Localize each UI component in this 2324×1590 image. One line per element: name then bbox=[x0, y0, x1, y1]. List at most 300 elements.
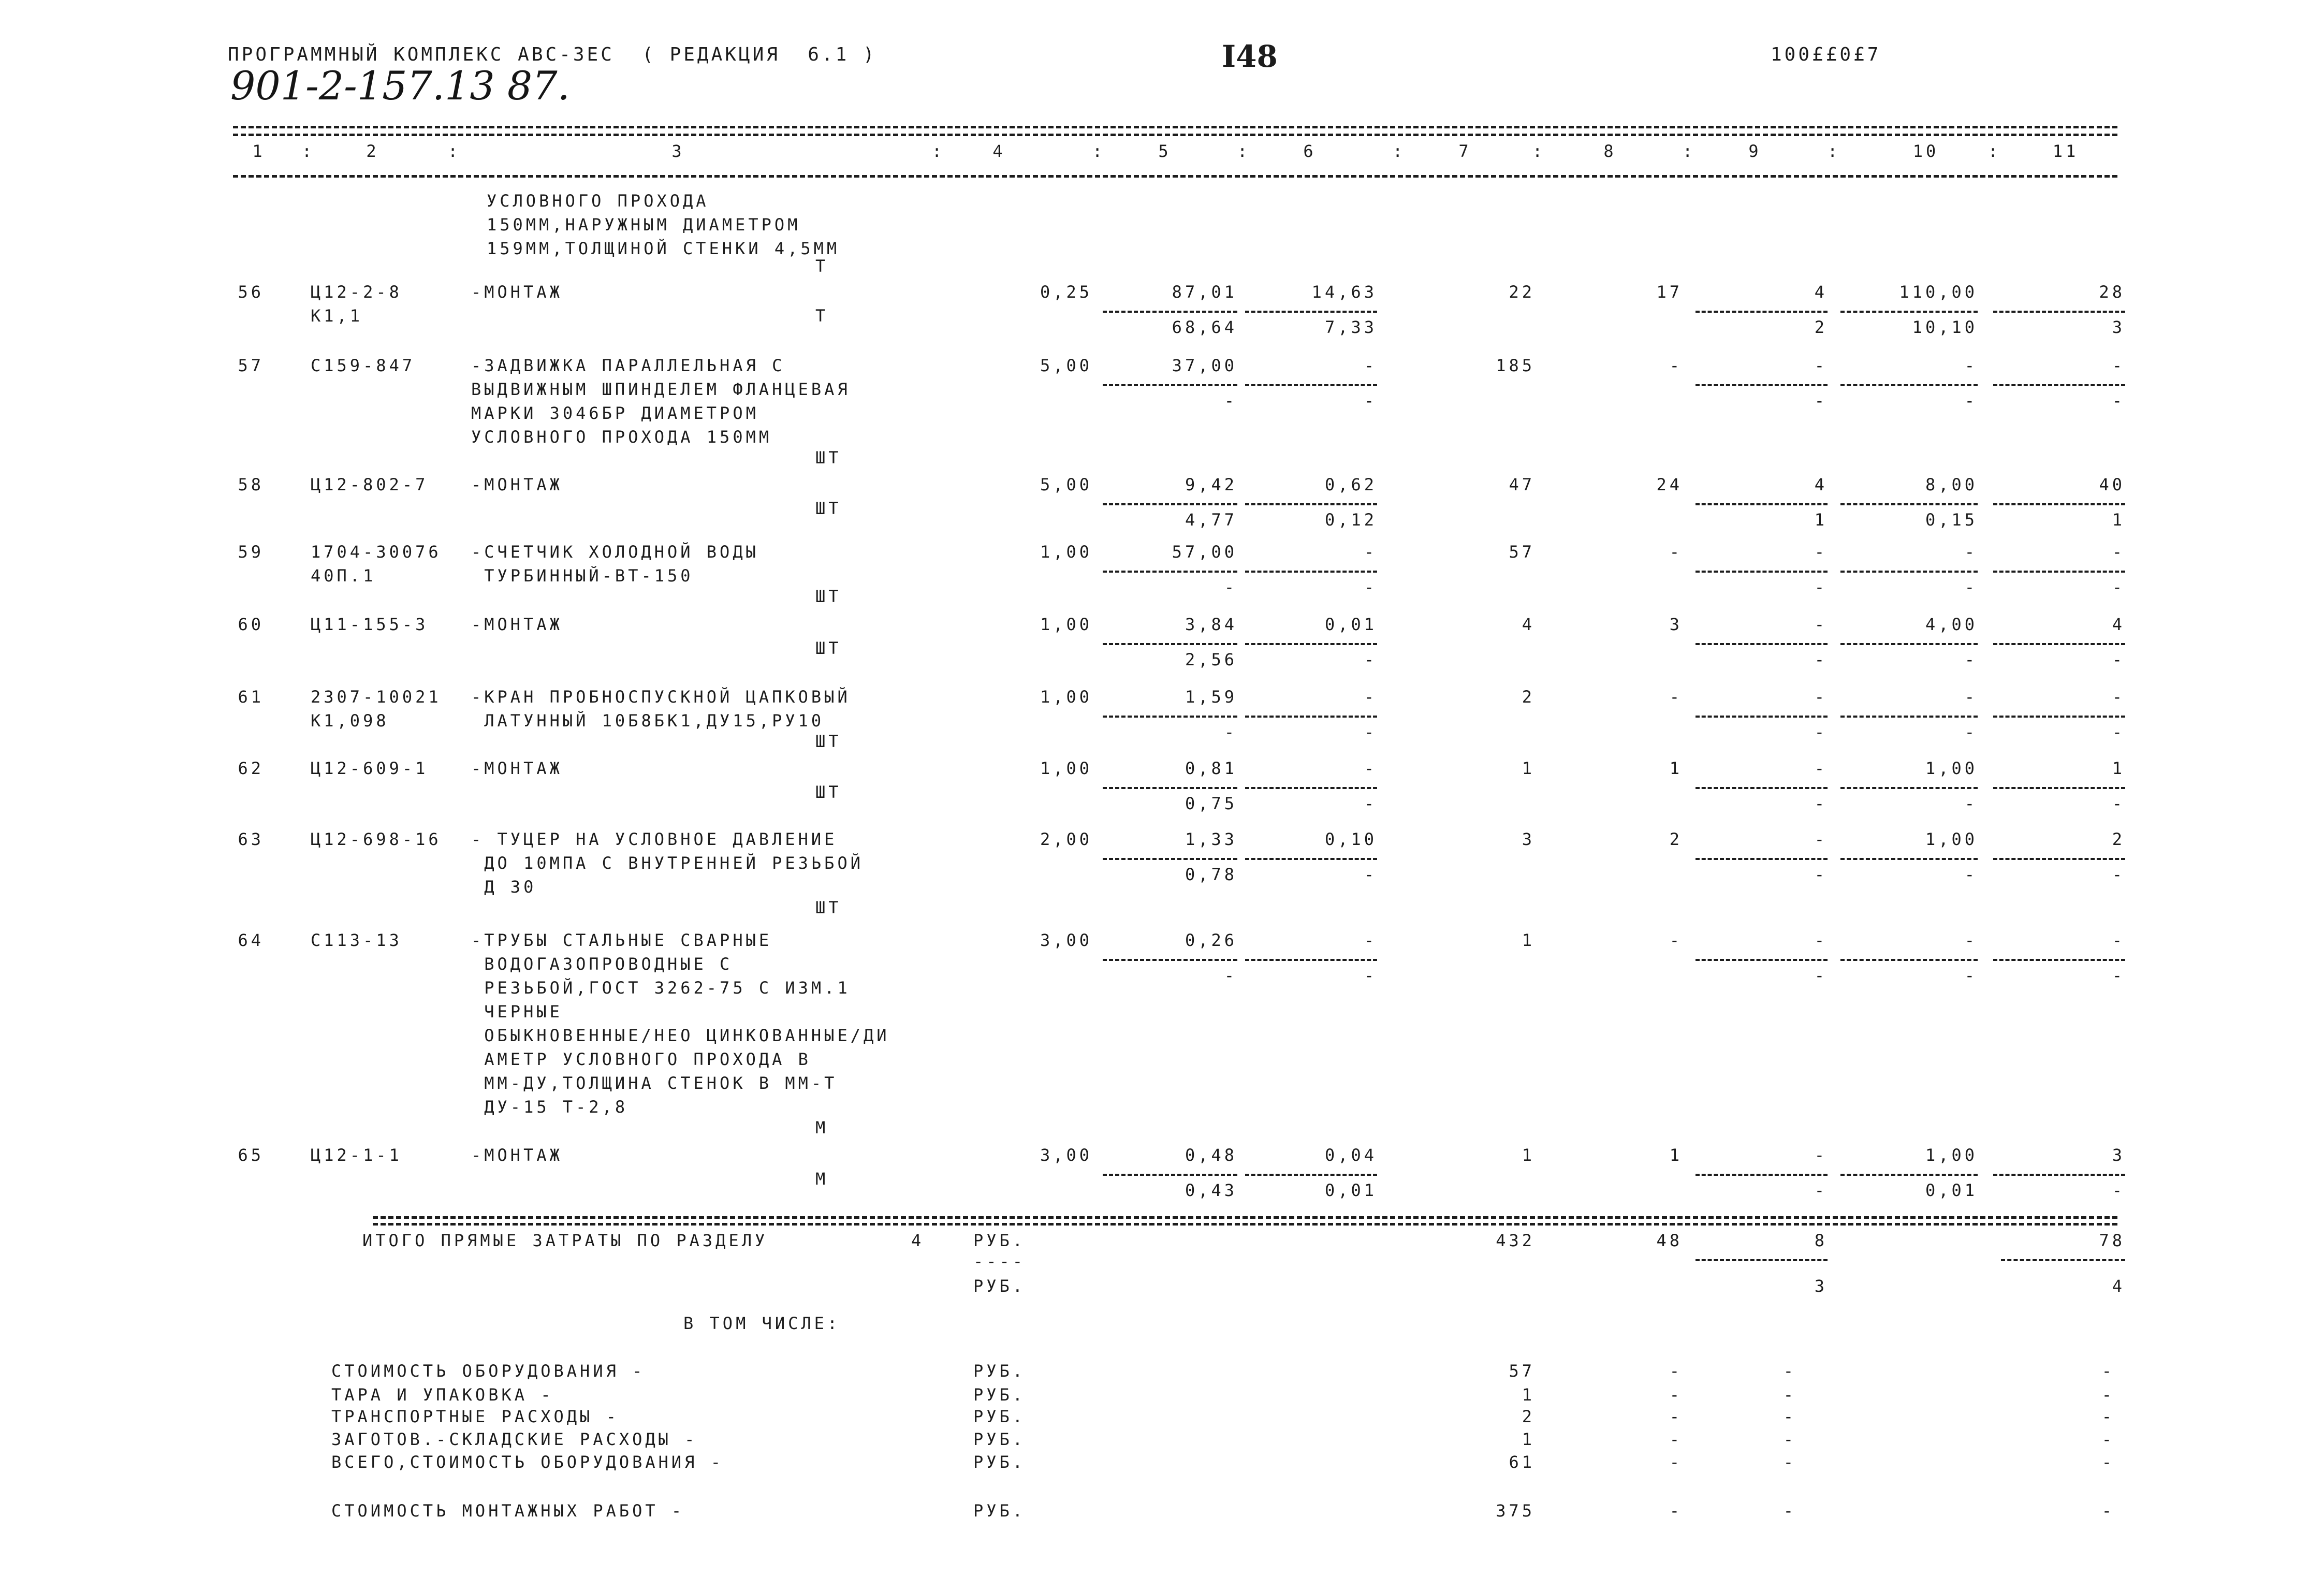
summary-col-11: - bbox=[2101, 1407, 2115, 1426]
cell-divider bbox=[1993, 1174, 2125, 1176]
cell-col-7: 4 bbox=[1522, 615, 1535, 634]
totals-label: ИТОГО ПРЯМЫЕ ЗАТРАТЫ ПО РАЗДЕЛУ bbox=[362, 1231, 768, 1250]
column-separator: : bbox=[1237, 141, 1251, 161]
cell-col-9: - bbox=[1814, 930, 1828, 950]
item-description-line: -СЧЕТЧИК ХОЛОДНОЙ ВОДЫ bbox=[471, 542, 759, 562]
cell-divider bbox=[1840, 858, 1978, 860]
item-description-line: ТУРБИННЫЙ-ВТ-150 bbox=[471, 566, 694, 586]
item-description-line: 159ММ,ТОЛЩИНОЙ СТЕНКИ 4,5ММ bbox=[487, 239, 840, 258]
cell-divider bbox=[1840, 787, 1978, 789]
item-description-line: ЧЕРНЫЕ bbox=[471, 1002, 563, 1022]
cell-divider bbox=[1245, 643, 1377, 645]
cell-col-6: - bbox=[1364, 356, 1377, 375]
totals-col-7: 432 bbox=[1496, 1231, 1535, 1250]
cell-col-7: 1 bbox=[1522, 1145, 1535, 1165]
column-separator: : bbox=[448, 141, 461, 161]
column-header-10: 10 bbox=[1912, 141, 1939, 161]
cell-col-6-wage: - bbox=[1364, 391, 1377, 411]
column-header-8: 8 bbox=[1603, 141, 1617, 161]
cell-col-9: - bbox=[1814, 1145, 1828, 1165]
cell-col-11-wage: - bbox=[2112, 577, 2125, 597]
column-header-4: 4 bbox=[992, 141, 1006, 161]
header-rule-top bbox=[233, 126, 2117, 128]
item-code: Ц12-1-1 bbox=[311, 1145, 402, 1165]
summary-col-7: 2 bbox=[1522, 1407, 1535, 1426]
cell-col-10: - bbox=[1964, 687, 1978, 707]
cell-col-10: 1,00 bbox=[1925, 1145, 1978, 1165]
cell-col-10: 8,00 bbox=[1925, 475, 1978, 494]
cell-col-10: - bbox=[1964, 356, 1978, 375]
cell-divider bbox=[1245, 384, 1377, 386]
column-separator: : bbox=[1828, 141, 1841, 161]
totals-unit: РУБ. bbox=[973, 1231, 1026, 1250]
page-number: I48 bbox=[1222, 39, 1278, 74]
item-number: 62 bbox=[238, 758, 264, 778]
item-unit: ШТ bbox=[815, 638, 842, 658]
item-code-factor: К1,098 bbox=[311, 711, 389, 731]
cell-divider bbox=[1840, 959, 1978, 961]
cell-col-5-wage: 2,56 bbox=[1185, 650, 1237, 669]
summary-label: СТОИМОСТЬ МОНТАЖНЫХ РАБОТ - bbox=[331, 1501, 685, 1521]
cell-divider bbox=[1103, 1174, 1237, 1176]
item-description-line: ДО 10МПА С ВНУТРЕННЕЙ РЕЗЬБОЙ bbox=[471, 853, 864, 873]
cell-col-7: 185 bbox=[1496, 356, 1535, 375]
summary-col-9: - bbox=[1783, 1407, 1796, 1426]
cell-col-9: - bbox=[1814, 687, 1828, 707]
item-unit: Т bbox=[815, 256, 829, 276]
cell-col-9-wage: - bbox=[1814, 1180, 1828, 1200]
item-description-line: -МОНТАЖ bbox=[471, 758, 563, 778]
item-description-line: -КРАН ПРОБНОСПУСКНОЙ ЦАПКОВЫЙ bbox=[471, 687, 851, 707]
item-quantity: 1,00 bbox=[1040, 687, 1092, 707]
cell-divider bbox=[1103, 311, 1237, 313]
cell-col-10: 1,00 bbox=[1925, 829, 1978, 849]
cell-col-10: 1,00 bbox=[1925, 758, 1978, 778]
cell-col-9: 4 bbox=[1814, 475, 1828, 494]
cell-divider bbox=[1696, 311, 1828, 313]
cell-col-8: - bbox=[1669, 687, 1683, 707]
cell-col-7: 57 bbox=[1509, 542, 1535, 562]
cell-divider bbox=[1103, 787, 1237, 789]
cell-col-10-wage: - bbox=[1964, 794, 1978, 813]
item-number: 65 bbox=[238, 1145, 264, 1165]
cell-col-10-wage: - bbox=[1964, 865, 1978, 884]
cell-col-9-wage: 2 bbox=[1814, 317, 1828, 337]
cell-divider bbox=[1993, 571, 2125, 573]
item-code: Ц12-609-1 bbox=[311, 758, 429, 778]
cell-col-11-wage: - bbox=[2112, 1180, 2125, 1200]
cell-col-9-wage: - bbox=[1814, 722, 1828, 742]
item-description-line: Д 30 bbox=[471, 877, 537, 897]
item-quantity: 3,00 bbox=[1040, 1145, 1092, 1165]
item-quantity: 0,25 bbox=[1040, 282, 1092, 302]
item-unit: ШТ bbox=[815, 898, 842, 917]
cell-col-10-wage: - bbox=[1964, 650, 1978, 669]
cell-divider bbox=[1993, 787, 2125, 789]
cell-divider bbox=[1696, 787, 1828, 789]
cell-col-5: 1,59 bbox=[1185, 687, 1237, 707]
cell-col-8: 17 bbox=[1656, 282, 1683, 302]
cell-divider bbox=[1993, 858, 2125, 860]
summary-col-7: 1 bbox=[1522, 1385, 1535, 1405]
cell-col-9: 4 bbox=[1814, 282, 1828, 302]
cell-col-9: - bbox=[1814, 542, 1828, 562]
summary-col-11: - bbox=[2101, 1501, 2115, 1521]
cell-divider bbox=[1103, 716, 1237, 718]
column-header-1: 1 bbox=[252, 141, 266, 161]
summary-label: СТОИМОСТЬ ОБОРУДОВАНИЯ - bbox=[331, 1361, 646, 1381]
item-description-line: ВЫДВИЖНЫМ ШПИНДЕЛЕМ ФЛАНЦЕВАЯ bbox=[471, 380, 851, 399]
item-number: 57 bbox=[238, 356, 264, 375]
cell-col-11-wage: - bbox=[2112, 650, 2125, 669]
item-quantity: 5,00 bbox=[1040, 475, 1092, 494]
totals-col-11: 78 bbox=[2099, 1231, 2125, 1250]
item-description-line: РЕЗЬБОЙ,ГОСТ 3262-75 С ИЗМ.1 bbox=[471, 978, 851, 998]
column-separator: : bbox=[302, 141, 315, 161]
cell-col-11: 40 bbox=[2099, 475, 2125, 494]
cell-col-11-wage: - bbox=[2112, 966, 2125, 985]
cell-col-7: 3 bbox=[1522, 829, 1535, 849]
item-code: С159-847 bbox=[311, 356, 416, 375]
column-header-6: 6 bbox=[1303, 141, 1317, 161]
document-code: 100££0£7 bbox=[1771, 44, 1881, 65]
cell-col-8: - bbox=[1669, 356, 1683, 375]
cell-divider bbox=[1245, 1174, 1377, 1176]
cell-col-9-wage: - bbox=[1814, 391, 1828, 411]
cell-divider bbox=[1103, 503, 1237, 505]
summary-label: ЗАГОТОВ.-СКЛАДСКИЕ РАСХОДЫ - bbox=[331, 1429, 698, 1449]
cell-col-7: 2 bbox=[1522, 687, 1535, 707]
cell-col-9-wage: - bbox=[1814, 865, 1828, 884]
item-code-factor: 40П.1 bbox=[311, 566, 376, 586]
column-header-3: 3 bbox=[671, 141, 685, 161]
item-quantity: 2,00 bbox=[1040, 829, 1092, 849]
item-quantity: 1,00 bbox=[1040, 615, 1092, 634]
cell-col-9-wage: - bbox=[1814, 794, 1828, 813]
summary-col-9: - bbox=[1783, 1501, 1796, 1521]
cell-col-11: 1 bbox=[2112, 758, 2125, 778]
totals-unit-dashes: ---- bbox=[973, 1251, 1026, 1271]
cell-col-11: 2 bbox=[2112, 829, 2125, 849]
cell-col-8: 3 bbox=[1669, 615, 1683, 634]
cell-col-5: 87,01 bbox=[1172, 282, 1237, 302]
summary-col-9: - bbox=[1783, 1361, 1796, 1381]
summary-col-9: - bbox=[1783, 1452, 1796, 1472]
cell-col-11-wage: - bbox=[2112, 794, 2125, 813]
cell-divider bbox=[1840, 571, 1978, 573]
cell-col-6-wage: - bbox=[1364, 577, 1377, 597]
cell-divider bbox=[1696, 571, 1828, 573]
cell-col-6: - bbox=[1364, 542, 1377, 562]
cell-col-5: 3,84 bbox=[1185, 615, 1237, 634]
cell-col-9: - bbox=[1814, 356, 1828, 375]
cell-col-11: 4 bbox=[2112, 615, 2125, 634]
cell-col-6: - bbox=[1364, 687, 1377, 707]
cell-col-6-wage: - bbox=[1364, 794, 1377, 813]
item-code: Ц12-802-7 bbox=[311, 475, 429, 494]
item-code: С113-13 bbox=[311, 930, 402, 950]
cell-col-7: 22 bbox=[1509, 282, 1535, 302]
summary-col-11: - bbox=[2101, 1429, 2115, 1449]
cell-col-5-wage: - bbox=[1224, 391, 1237, 411]
cell-col-5-wage: - bbox=[1224, 722, 1237, 742]
item-number: 59 bbox=[238, 542, 264, 562]
cell-col-5: 0,81 bbox=[1185, 758, 1237, 778]
item-description-line: - ТУЦЕР НА УСЛОВНОЕ ДАВЛЕНИЕ bbox=[471, 829, 838, 849]
item-quantity: 5,00 bbox=[1040, 356, 1092, 375]
summary-col-8: - bbox=[1669, 1407, 1683, 1426]
cell-divider bbox=[1245, 858, 1377, 860]
cell-col-8: 1 bbox=[1669, 758, 1683, 778]
item-description-line: АМЕТР УСЛОВНОГО ПРОХОДА В bbox=[471, 1049, 811, 1069]
summary-col-11: - bbox=[2101, 1361, 2115, 1381]
summary-unit: РУБ. bbox=[973, 1501, 1026, 1521]
cell-col-10: - bbox=[1964, 542, 1978, 562]
cell-divider bbox=[1993, 643, 2125, 645]
item-number: 60 bbox=[238, 615, 264, 634]
item-unit: ШТ bbox=[815, 732, 842, 751]
cell-col-10-wage: - bbox=[1964, 577, 1978, 597]
cell-col-10-wage: 10,10 bbox=[1912, 317, 1978, 337]
cell-col-7: 1 bbox=[1522, 930, 1535, 950]
cell-col-11: - bbox=[2112, 687, 2125, 707]
item-description-line: ММ-ДУ,ТОЛЩИНА СТЕНОК В ММ-Т bbox=[471, 1073, 838, 1093]
totals-section-number: 4 bbox=[911, 1231, 925, 1250]
cell-col-11-wage: 1 bbox=[2112, 510, 2125, 530]
cell-col-6: 0,04 bbox=[1324, 1145, 1377, 1165]
item-unit: ШТ bbox=[815, 499, 842, 518]
cell-col-11-wage: - bbox=[2112, 391, 2125, 411]
cell-divider bbox=[1696, 959, 1828, 961]
summary-label: ВСЕГО,СТОИМОСТЬ ОБОРУДОВАНИЯ - bbox=[331, 1452, 724, 1472]
cell-col-6-wage: 7,33 bbox=[1324, 317, 1377, 337]
cell-col-5-wage: 4,77 bbox=[1185, 510, 1237, 530]
cell-col-5-wage: 0,75 bbox=[1185, 794, 1237, 813]
totals-col-9: 8 bbox=[1814, 1231, 1828, 1250]
cell-col-11: - bbox=[2112, 356, 2125, 375]
item-code: Ц12-698-16 bbox=[311, 829, 442, 849]
column-separator: : bbox=[1393, 141, 1406, 161]
cell-col-11-wage: - bbox=[2112, 722, 2125, 742]
item-number: 63 bbox=[238, 829, 264, 849]
including-label: В ТОМ ЧИСЛЕ: bbox=[683, 1314, 841, 1333]
cell-col-9-wage: 1 bbox=[1814, 510, 1828, 530]
cell-col-5-wage: 68,64 bbox=[1172, 317, 1237, 337]
column-header-11: 11 bbox=[2052, 141, 2079, 161]
cell-col-11-wage: 3 bbox=[2112, 317, 2125, 337]
cell-col-9: - bbox=[1814, 758, 1828, 778]
summary-col-7: 375 bbox=[1496, 1501, 1535, 1521]
totals-divider bbox=[2001, 1259, 2125, 1261]
totals-rule bbox=[373, 1216, 2117, 1219]
cell-divider bbox=[1245, 503, 1377, 505]
cell-divider bbox=[1696, 503, 1828, 505]
totals-col-11-wage: 4 bbox=[2112, 1276, 2125, 1296]
item-unit: ШТ bbox=[815, 587, 842, 606]
cell-col-11: 3 bbox=[2112, 1145, 2125, 1165]
summary-col-8: - bbox=[1669, 1501, 1683, 1521]
cell-col-8: - bbox=[1669, 542, 1683, 562]
summary-col-7: 61 bbox=[1509, 1452, 1535, 1472]
cell-divider bbox=[1103, 571, 1237, 573]
item-unit: ШТ bbox=[815, 782, 842, 802]
cell-divider bbox=[1245, 716, 1377, 718]
cell-col-5-wage: - bbox=[1224, 966, 1237, 985]
cell-divider bbox=[1840, 1174, 1978, 1176]
column-header-9: 9 bbox=[1748, 141, 1762, 161]
item-description-line: ЛАТУННЫЙ 10Б8БК1,ДУ15,РУ10 bbox=[471, 711, 825, 731]
cell-col-9: - bbox=[1814, 615, 1828, 634]
item-code: 1704-30076 bbox=[311, 542, 442, 562]
item-unit: ШТ bbox=[815, 448, 842, 468]
cell-col-10-wage: - bbox=[1964, 391, 1978, 411]
cell-col-6: - bbox=[1364, 758, 1377, 778]
cell-col-8: 2 bbox=[1669, 829, 1683, 849]
cell-divider bbox=[1103, 643, 1237, 645]
summary-label: ТРАНСПОРТНЫЕ РАСХОДЫ - bbox=[331, 1407, 619, 1426]
cell-col-6: - bbox=[1364, 930, 1377, 950]
column-separator: : bbox=[1532, 141, 1546, 161]
handwritten-project-number: 901-2-157.13 87. bbox=[230, 63, 570, 109]
totals-divider bbox=[1696, 1259, 1828, 1261]
summary-col-8: - bbox=[1669, 1361, 1683, 1381]
summary-col-7: 1 bbox=[1522, 1429, 1535, 1449]
summary-col-11: - bbox=[2101, 1385, 2115, 1405]
cell-col-9-wage: - bbox=[1814, 966, 1828, 985]
cell-col-6-wage: - bbox=[1364, 966, 1377, 985]
summary-col-9: - bbox=[1783, 1429, 1796, 1449]
cell-col-11: 28 bbox=[2099, 282, 2125, 302]
item-unit: М bbox=[815, 1169, 829, 1189]
cell-col-10-wage: - bbox=[1964, 722, 1978, 742]
cell-col-5: 57,00 bbox=[1172, 542, 1237, 562]
cell-col-7: 47 bbox=[1509, 475, 1535, 494]
cell-divider bbox=[1696, 716, 1828, 718]
cell-col-5: 0,26 bbox=[1185, 930, 1237, 950]
header-rule-top-2 bbox=[233, 134, 2117, 136]
cell-col-5-wage: 0,78 bbox=[1185, 865, 1237, 884]
summary-unit: РУБ. bbox=[973, 1361, 1026, 1381]
item-number: 56 bbox=[238, 282, 264, 302]
header-rule-bottom bbox=[233, 175, 2117, 178]
item-description-line: ДУ-15 Т-2,8 bbox=[471, 1097, 628, 1117]
cell-col-6: 0,10 bbox=[1324, 829, 1377, 849]
cell-divider bbox=[1696, 858, 1828, 860]
column-header-7: 7 bbox=[1458, 141, 1472, 161]
item-number: 61 bbox=[238, 687, 264, 707]
program-title: ПРОГРАММНЫЙ КОМПЛЕКС АВС-ЗЕС ( РЕДАКЦИЯ 6.1 ) bbox=[228, 44, 877, 65]
cell-col-8: - bbox=[1669, 930, 1683, 950]
cell-divider bbox=[1245, 959, 1377, 961]
summary-col-7: 57 bbox=[1509, 1361, 1535, 1381]
cell-divider bbox=[1696, 643, 1828, 645]
cell-divider bbox=[1993, 384, 2125, 386]
cell-divider bbox=[1993, 311, 2125, 313]
item-code-factor: К1,1 bbox=[311, 306, 363, 326]
item-description-line: -МОНТАЖ bbox=[471, 615, 563, 634]
summary-label: ТАРА И УПАКОВКА - bbox=[331, 1385, 554, 1405]
cell-col-6: 0,01 bbox=[1324, 615, 1377, 634]
item-description-line: -ЗАДВИЖКА ПАРАЛЛЕЛЬНАЯ С bbox=[471, 356, 785, 375]
column-separator: : bbox=[1683, 141, 1696, 161]
cell-divider bbox=[1840, 716, 1978, 718]
cell-divider bbox=[1103, 384, 1237, 386]
item-unit: М bbox=[815, 1118, 829, 1137]
cell-divider bbox=[1840, 643, 1978, 645]
item-number: 64 bbox=[238, 930, 264, 950]
column-header-5: 5 bbox=[1158, 141, 1172, 161]
totals-unit-2: РУБ. bbox=[973, 1276, 1026, 1296]
cell-col-9-wage: - bbox=[1814, 650, 1828, 669]
cell-col-11: - bbox=[2112, 542, 2125, 562]
cell-divider bbox=[1103, 858, 1237, 860]
cell-col-5: 37,00 bbox=[1172, 356, 1237, 375]
cell-col-6: 14,63 bbox=[1311, 282, 1377, 302]
cell-col-6-wage: - bbox=[1364, 650, 1377, 669]
cell-col-10-wage: 0,15 bbox=[1925, 510, 1978, 530]
cell-col-8: 1 bbox=[1669, 1145, 1683, 1165]
totals-rule-2 bbox=[373, 1223, 2117, 1226]
cell-col-10-wage: 0,01 bbox=[1925, 1180, 1978, 1200]
cell-divider bbox=[1696, 384, 1828, 386]
cell-divider bbox=[1840, 503, 1978, 505]
cell-divider bbox=[1840, 311, 1978, 313]
item-description-line: МАРКИ 3046БР ДИАМЕТРОМ bbox=[471, 403, 759, 423]
item-description-line: -МОНТАЖ bbox=[471, 475, 563, 494]
cell-divider bbox=[1993, 959, 2125, 961]
column-header-2: 2 bbox=[366, 141, 379, 161]
cell-col-5-wage: - bbox=[1224, 577, 1237, 597]
cell-divider bbox=[1993, 716, 2125, 718]
cell-divider bbox=[1245, 311, 1377, 313]
item-description-line: УСЛОВНОГО ПРОХОДА 150ММ bbox=[471, 427, 772, 447]
item-number: 58 bbox=[238, 475, 264, 494]
summary-unit: РУБ. bbox=[973, 1452, 1026, 1472]
cell-col-5: 0,48 bbox=[1185, 1145, 1237, 1165]
column-separator: : bbox=[932, 141, 945, 161]
item-code: Ц12-2-8 bbox=[311, 282, 402, 302]
summary-col-8: - bbox=[1669, 1452, 1683, 1472]
item-description-line: ОБЫКНОВЕННЫЕ/НЕО ЦИНКОВАННЫЕ/ДИ bbox=[471, 1026, 890, 1045]
cell-col-5: 9,42 bbox=[1185, 475, 1237, 494]
cell-col-10: 4,00 bbox=[1925, 615, 1978, 634]
summary-col-9: - bbox=[1783, 1385, 1796, 1405]
column-separator: : bbox=[1092, 141, 1106, 161]
cell-divider bbox=[1840, 384, 1978, 386]
cell-col-8: 24 bbox=[1656, 475, 1683, 494]
cell-col-6-wage: 0,12 bbox=[1324, 510, 1377, 530]
cell-col-6-wage: - bbox=[1364, 722, 1377, 742]
cell-divider bbox=[1993, 503, 2125, 505]
item-quantity: 3,00 bbox=[1040, 930, 1092, 950]
cell-col-9-wage: - bbox=[1814, 577, 1828, 597]
cell-col-9: - bbox=[1814, 829, 1828, 849]
item-unit: Т bbox=[815, 306, 829, 326]
cell-divider bbox=[1245, 571, 1377, 573]
cell-divider bbox=[1245, 787, 1377, 789]
item-quantity: 1,00 bbox=[1040, 758, 1092, 778]
cell-col-11: - bbox=[2112, 930, 2125, 950]
summary-unit: РУБ. bbox=[973, 1385, 1026, 1405]
cell-col-5-wage: 0,43 bbox=[1185, 1180, 1237, 1200]
cell-col-6-wage: 0,01 bbox=[1324, 1180, 1377, 1200]
item-code: Ц11-155-3 bbox=[311, 615, 429, 634]
item-code: 2307-10021 bbox=[311, 687, 442, 707]
cell-col-10: 110,00 bbox=[1899, 282, 1978, 302]
summary-unit: РУБ. bbox=[973, 1407, 1026, 1426]
cell-col-6: 0,62 bbox=[1324, 475, 1377, 494]
item-description-line: -МОНТАЖ bbox=[471, 282, 563, 302]
